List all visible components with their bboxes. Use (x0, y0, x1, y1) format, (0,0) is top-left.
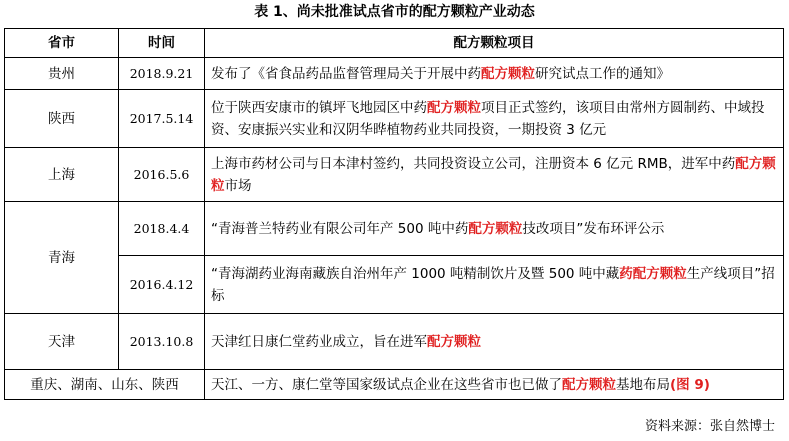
figure-reference: (图 9) (670, 376, 710, 393)
province-cell: 青海 (5, 202, 119, 314)
project-text: 项目正式签约，该项目由常州方圆制药、中域投资、安康振兴实业和汉阴华晔植物药业共同投资，一期投资 3 亿元 (211, 99, 765, 138)
header-province: 省市 (5, 29, 119, 58)
province-cell: 贵州 (5, 58, 119, 90)
province-cell: 陕西 (5, 90, 119, 148)
project-text: 市场 (224, 177, 252, 194)
highlight-text: 配方颗粒 (211, 155, 776, 194)
province-cell: 天津 (5, 314, 119, 370)
highlight-text: 药配方颗粒 (619, 265, 687, 282)
project-text: 天津红日康仁堂药业成立，旨在进军 (211, 333, 427, 350)
highlight-text: 配方颗粒 (427, 99, 481, 116)
project-text: 天江、一方、康仁堂等国家级试点企业在这些省市也已做了 (211, 376, 562, 393)
header-time: 时间 (119, 29, 205, 58)
table-header-row (5, 29, 784, 58)
project-text: 研究试点工作的通知》 (535, 65, 670, 82)
date-cell: 2018.9.21 (119, 58, 205, 90)
date-cell: 2016.5.6 (119, 148, 205, 202)
project-cell (205, 90, 784, 148)
table-row (5, 256, 784, 314)
table-caption: 表 1、尚未批准试点省市的配方颗粒产业动态 (254, 4, 535, 20)
highlight-text: 配方颗粒 (468, 220, 523, 237)
highlight-text: 配方颗粒 (427, 333, 481, 350)
table-row (5, 58, 784, 90)
table-row (5, 370, 784, 400)
project-cell (205, 148, 784, 202)
project-text: “青海普兰特药业有限公司年产 500 吨中药 (211, 220, 469, 237)
project-cell (205, 370, 784, 400)
date-cell: 2017.5.14 (119, 90, 205, 148)
province-cell: 上海 (5, 148, 119, 202)
project-cell (205, 256, 784, 314)
table-row (5, 314, 784, 370)
date-cell: 2018.4.4 (119, 202, 205, 256)
table-row (5, 148, 784, 202)
project-cell (205, 314, 784, 370)
project-cell (205, 58, 784, 90)
project-text: 发布了《省食品药品监督管理局关于开展中药 (211, 65, 481, 82)
date-cell: 2013.10.8 (119, 314, 205, 370)
date-cell: 2016.4.12 (119, 256, 205, 314)
province-cell: 重庆、湖南、山东、陕西 (5, 370, 205, 400)
project-text: 上海市药材公司与日本津村签约，共同投资设立公司，注册资本 6 亿元 RMB，进军中药 (211, 155, 736, 172)
project-text: 位于陕西安康市的镇坪飞地园区中药 (211, 99, 427, 116)
project-text: 技改项目”发布环评公示 (522, 220, 665, 237)
project-text: 生产线项目”招标 (211, 265, 775, 304)
table-row (5, 202, 784, 256)
project-text: 基地布局 (616, 376, 670, 393)
project-text: “青海湖药业海南藏族自治州年产 1000 吨精制饮片及暨 500 吨中藏 (211, 265, 620, 282)
table-row (5, 90, 784, 148)
data-source-note: 资料来源：张自然博士 (644, 419, 775, 434)
highlight-text: 配方颗粒 (481, 65, 535, 82)
highlight-text: 配方颗粒 (562, 376, 616, 393)
industry-dynamics-table (4, 28, 784, 400)
project-cell (205, 202, 784, 256)
header-project: 配方颗粒项目 (205, 29, 784, 58)
